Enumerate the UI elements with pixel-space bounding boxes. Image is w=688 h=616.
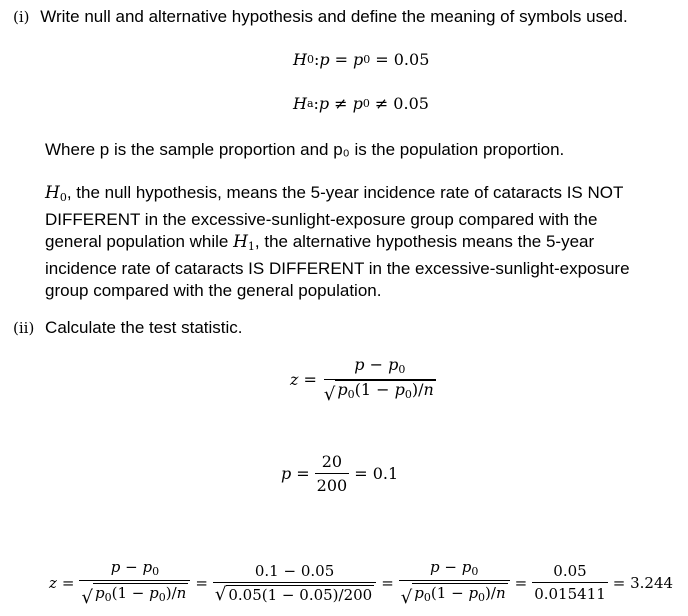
symbol-definition: Where p is the sample proportion and p₀ is the population proportion. [45, 140, 565, 159]
z-den-minus: − [376, 380, 390, 399]
para-h0-sub: 0 [59, 191, 67, 204]
calc4-denominator: 0.015411 [532, 582, 608, 603]
z-num-p0-sub: 0 [398, 363, 406, 376]
calc2-denominator: 0.05(1 − 0.05)/200 [228, 585, 373, 604]
calc1-p: p [110, 558, 121, 576]
part-ii-heading [13, 317, 243, 339]
para-text-3b: , the alternative hypothesis means the 5-year [254, 232, 595, 251]
z-den-p0: p [337, 380, 348, 399]
ha-symbol: H [293, 94, 307, 113]
para-line-5: group compared with the general population. [45, 281, 382, 300]
z-den-p0b: p [394, 380, 405, 399]
calc3-p: p [430, 558, 440, 576]
null-hypothesis-equation: H 0 : p = p 0 = 0.05 [293, 50, 430, 69]
calc-fraction-2: 0.1 − 0.05 √ 0.05(1 − 0.05)/200 [213, 562, 376, 604]
ha-p0-subscript: 0 [362, 97, 370, 110]
calc4-numerator: 0.05 [553, 562, 587, 580]
calc3-den-minus: − [451, 584, 464, 602]
part-i-heading [13, 6, 628, 28]
calc1-den-p0: p [94, 584, 105, 602]
z-formula: z = $p - p_0$ √ $p_0(1 - p_0)/n$ [290, 355, 438, 404]
z-den-one: 1 [360, 380, 372, 399]
part-ii-marker: (ii) [13, 319, 35, 337]
alternative-hypothesis-equation: H a : p ≠ p 0 ≠ 0.05 [293, 94, 429, 113]
p-symbol: p [281, 464, 292, 483]
calc3-p0-sub: 0 [471, 565, 479, 578]
calc-fraction-3: $p - p_0$ √ $p_0(1 - p_0)/n$ [399, 558, 510, 607]
hypothesis-explanation [45, 182, 675, 302]
calc3-den-one: 1 [436, 584, 447, 602]
calc3-den-p0-sub: 0 [423, 591, 431, 604]
z-den-n: n [423, 380, 434, 399]
calc3-den-p0: p [414, 584, 424, 602]
z-symbol: z [290, 370, 299, 389]
calc3-den-p0b-sub: 0 [478, 591, 486, 604]
z-num-p: p [354, 355, 365, 374]
z-result: = 3.244 [612, 573, 674, 592]
calc3-minus: − [444, 558, 457, 576]
h0-symbol: H [293, 50, 307, 69]
z-num-p0: p [388, 355, 399, 374]
ha-value: ≠ 0.05 [374, 94, 429, 113]
calc1-p0-sub: 0 [152, 565, 160, 578]
para-line-2: DIFFERENT in the excessive-sunlight-exposure group compared with the [45, 210, 598, 229]
para-line-3 [45, 231, 675, 258]
p-fraction [315, 452, 350, 495]
h0-p0-subscript: 0 [363, 53, 371, 66]
ha-p0: p [352, 94, 363, 113]
calc-fraction-1: $p - p_0$ √ $p_0(1 - p_0)/n$ [79, 558, 190, 607]
para-h1-sub: 1 [247, 240, 255, 253]
p-denominator: 200 [315, 473, 350, 495]
z-num-minus: − [369, 355, 384, 374]
p-numerator: 20 [321, 452, 343, 471]
z-calculation: z = $p - p_0$ √ $p_0(1 - p_0)/n$ = 0.1 − 0.05 √ 0.05(1 − 0.05)/200 = $p - p_0$ √ $p_0(1 - p_0)/n$ = $\frac{0.05}{0.015411}$ = 3.244 [49, 558, 674, 608]
calc1-den-one: 1 [117, 584, 127, 602]
para-line-1 [45, 182, 675, 209]
calc-z: z [49, 573, 57, 592]
z-den-p0b-sub: 0 [404, 388, 412, 401]
h0-equals: = [334, 50, 348, 69]
ha-not-equal: ≠ [334, 94, 348, 113]
ha-p: p [318, 94, 330, 113]
para-text-3a: general population while [45, 232, 234, 251]
h0-p: p [319, 50, 330, 69]
h0-value: = 0.05 [375, 50, 430, 69]
calc1-minus: − [125, 558, 138, 576]
ha-subscript: a [306, 97, 314, 110]
calc3-den-p0b: p [468, 584, 479, 602]
z-fraction: $p - p_0$ √ $p_0(1 - p_0)/n$ [323, 355, 434, 405]
para-line-4: incidence rate of cataracts IS DIFFERENT in the excessive-sunlight-exposure [45, 259, 630, 278]
calc-fraction-4 [532, 562, 608, 603]
calc1-den-minus: − [131, 584, 145, 602]
para-h1: H [233, 232, 248, 252]
part-i-heading-text: Write null and alternative hypothesis and define the meaning of symbols used. [40, 7, 628, 26]
h0-subscript: 0 [306, 53, 314, 66]
calc1-den-n: n [176, 584, 187, 602]
calc3-p0: p [461, 558, 472, 576]
part-ii-heading-text: Calculate the test statistic. [45, 318, 243, 337]
calc1-den-p0b: p [149, 584, 159, 602]
calc1-den-p0-sub: 0 [104, 591, 112, 604]
para-text-1: , the null hypothesis, means the 5-year incidence rate of cataracts IS NOT [66, 183, 624, 202]
h0-p0: p [353, 50, 364, 69]
p-formula: p = $\frac{20}{200}$ = 0.1 [281, 452, 399, 495]
para-h0: H [45, 183, 60, 203]
part-i-marker: (i) [13, 8, 30, 26]
calc3-den-n: n [495, 584, 506, 602]
p-result: = 0.1 [354, 464, 399, 483]
z-den-p0-sub: 0 [347, 388, 355, 401]
calc2-numerator: 0.1 − 0.05 [254, 561, 335, 580]
calc1-den-p0b-sub: 0 [158, 591, 166, 604]
calc1-p0: p [142, 558, 153, 576]
